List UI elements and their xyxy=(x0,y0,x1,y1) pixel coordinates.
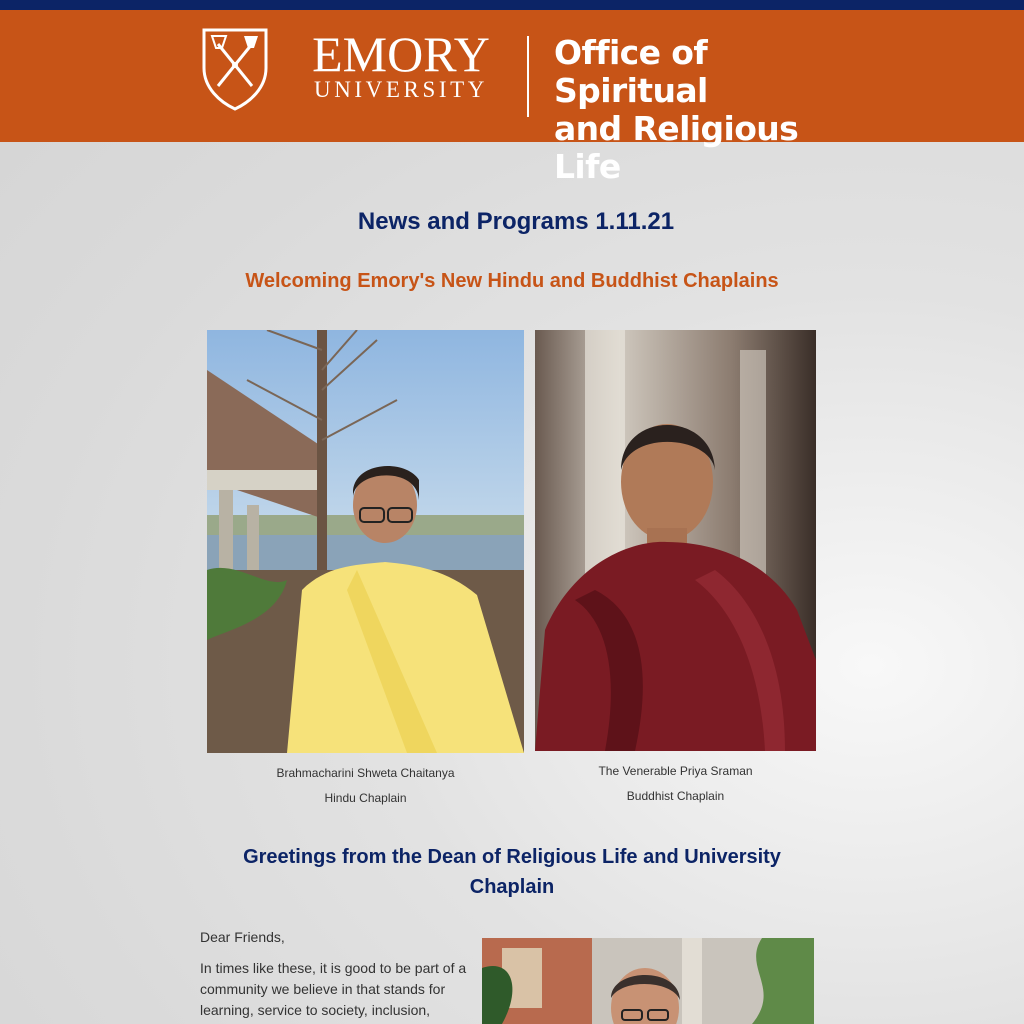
emory-shield-icon xyxy=(200,26,270,112)
hindu-chaplain-caption xyxy=(207,761,524,811)
dean-letter xyxy=(200,927,478,1024)
header-divider xyxy=(527,36,529,117)
emory-wordmark-text: EMORY xyxy=(312,26,490,82)
letter-salutation: Dear Friends, xyxy=(200,929,285,945)
buddhist-chaplain-caption xyxy=(535,759,816,809)
letter-body: In times like these, it is good to be part of a community we believe in that stands for learning, service to society, inclusion, xyxy=(200,960,467,1018)
chaplain-name: Brahmacharini Shweta Chaitanya xyxy=(276,766,455,780)
greetings-section-title: Greetings from the Dean of Religious Life and University Chaplain xyxy=(243,846,781,898)
top-accent-bar xyxy=(0,0,1024,10)
header-banner xyxy=(0,10,1024,186)
university-wordmark-text: UNIVERSITY xyxy=(314,77,488,102)
office-name-line2: and Religious Life xyxy=(554,109,799,186)
office-name xyxy=(554,34,834,186)
chaplain-name: The Venerable Priya Sraman xyxy=(598,764,753,778)
hindu-chaplain-photo xyxy=(207,330,524,753)
buddhist-chaplain-photo xyxy=(535,330,816,751)
emory-university-wordmark xyxy=(306,28,496,102)
chaplain-role: Hindu Chaplain xyxy=(324,791,407,805)
office-name-line1: Office of Spiritual xyxy=(554,33,708,110)
newsletter-title: News and Programs 1.11.21 xyxy=(357,208,675,235)
chaplain-role: Buddhist Chaplain xyxy=(626,789,725,803)
chaplains-section-title: Welcoming Emory's New Hindu and Buddhist Chaplains xyxy=(245,270,779,292)
dean-photo xyxy=(482,938,814,1024)
